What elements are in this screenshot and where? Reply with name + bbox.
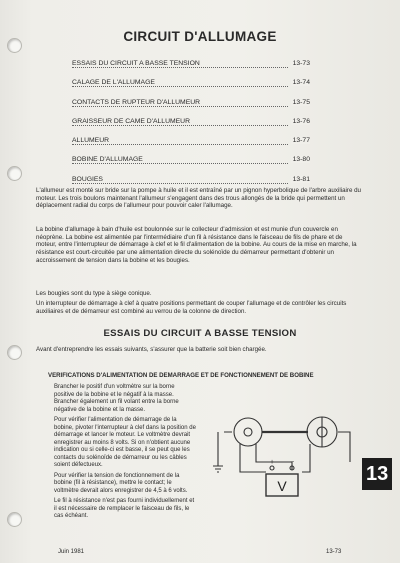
binder-hole bbox=[7, 345, 22, 360]
procedure-step: Pour vérifier la tension de fonctionnement de la bobine (fil à résistance), mettre le contact; le voltmètre devrait alors enregistrer de 4,5 à 6 volts. bbox=[54, 472, 188, 494]
positive-sign: + bbox=[269, 459, 275, 466]
distributor-wire bbox=[338, 432, 350, 462]
procedure-step: Brancher le positif d'un voltmètre sur la borne positive de la bobine et le négatif à la masse. Brancher également un fil volant entre la borne négative de la bobine et la masse. bbox=[54, 384, 179, 413]
procedure-step: Pour vérifier l'alimentation de démarrage de la bobine, pivoter l'interrupteur à clef dans la position de démarrage et lancer le moteur. Le voltmètre devrait enregistrer au moins 8 volts. Si on n'obtient aucune indication ou si celle-ci est basse, il se peut que les contacts du solénoïde de démarreur ou les câbles soient défectueux. bbox=[54, 417, 196, 468]
table-of-contents bbox=[72, 58, 310, 193]
section-heading: ESSAIS DU CIRCUIT A BASSE TENSION bbox=[103, 328, 297, 339]
test-procedure bbox=[54, 384, 196, 524]
toc-entry-label: GRAISSEUR DE CAME D'ALLUMEUR bbox=[72, 117, 190, 125]
paragraph-distributor: L'allumeur est monté sur bride sur la pompe à huile et il est entraîné par un pignon hyperbolique de l'arbre auxiliaire du moteur. Les trois boulons maintenant l'allumeur s'engagent dans des trous allongés de la bride qui permettent un déplacement radial du corps de l'allumeur pour pouvoir caler l'allumage. bbox=[36, 187, 361, 210]
ground-symbol bbox=[213, 454, 223, 472]
toc-entry-page: 13-81 bbox=[292, 175, 310, 183]
wire-coil-positive bbox=[240, 444, 266, 472]
toc-entry[interactable] bbox=[72, 154, 310, 173]
toc-entry-label: ESSAIS DU CIRCUIT A BASSE TENSION bbox=[72, 60, 200, 67]
toc-entry-label: BOBINE D'ALLUMAGE bbox=[72, 156, 143, 164]
wire-ground bbox=[302, 444, 310, 472]
toc-entry[interactable] bbox=[72, 58, 310, 77]
footer-page-number: 13-73 bbox=[326, 549, 342, 555]
coil-terminal bbox=[244, 428, 252, 436]
page-title: CIRCUIT D'ALLUMAGE bbox=[123, 29, 277, 44]
toc-entry[interactable] bbox=[72, 116, 310, 135]
toc-entry-page: 13-75 bbox=[292, 98, 310, 106]
coil-body bbox=[234, 418, 262, 446]
toc-entry-page: 13-77 bbox=[292, 137, 310, 145]
subsection-heading: VERIFICATIONS D'ALIMENTATION DE DEMARRAGE ET DE FONCTIONNEMENT DE BOBINE bbox=[48, 372, 314, 379]
binder-hole bbox=[7, 512, 22, 527]
wire-coil-negative bbox=[256, 444, 295, 470]
toc-entry-page: 13-80 bbox=[292, 156, 310, 164]
voltmeter-label: V bbox=[277, 478, 287, 494]
toc-entry[interactable] bbox=[72, 77, 310, 96]
toc-entry-page: 13-73 bbox=[292, 60, 310, 67]
toc-entry-page: 13-76 bbox=[292, 117, 310, 125]
negative-sign: − bbox=[289, 459, 295, 466]
toc-entry[interactable] bbox=[72, 97, 310, 116]
terminal-positive bbox=[270, 466, 274, 470]
toc-entry-label: BOUGIES bbox=[72, 175, 103, 183]
footer-date: Juin 1981 bbox=[58, 549, 85, 555]
paragraph-spark-plugs: Les bougies sont du type à siège conique. bbox=[36, 290, 152, 297]
toc-entry[interactable] bbox=[72, 135, 310, 154]
ground-wire bbox=[218, 432, 232, 454]
section-intro: Avant d'entreprendre les essais suivants, s'assurer que la batterie soit bien chargée. bbox=[36, 346, 267, 353]
section-tab: 13 bbox=[362, 458, 392, 490]
paragraph-coil: La bobine d'allumage à bain d'huile est boulonnée sur le collecteur d'admission et est munie d'un couvercle en néoprène. La bobine est alimentée par l'intermédiaire d'un fil à résistance dans le faisceau de fils de phare et de moteur, entre l'interrupteur de démarrage à clef et le fil d'alimentation de la bobine. Au cours de la mise en marche, la résistance est court-circuitée par une alimentation directe du solénoïde du démarreur permettant d'obtenir un accroissement de tension dans la bobine et les bougies. bbox=[36, 226, 357, 264]
toc-entry-page: 13-74 bbox=[292, 79, 310, 87]
toc-entry-label: CONTACTS DE RUPTEUR D'ALLUMEUR bbox=[72, 98, 201, 106]
toc-entry-label: CALAGE DE L'ALLUMAGE bbox=[72, 79, 155, 87]
paragraph-ignition-switch: Un interrupteur de démarrage à clef à quatre positions permettant de couper l'allumage et de contrôler les circuits auxiliaires et de démarreur est combiné au verrou de la colonne de direction. bbox=[36, 300, 347, 315]
coil-test-wiring-diagram bbox=[210, 392, 358, 504]
binder-hole bbox=[7, 166, 22, 181]
toc-entry-label: ALLUMEUR bbox=[72, 137, 110, 145]
procedure-step: Le fil à résistance n'est pas fourni individuellement et il est nécessaire de remplacer le faisceau de fils, le cas échéant. bbox=[54, 498, 195, 519]
